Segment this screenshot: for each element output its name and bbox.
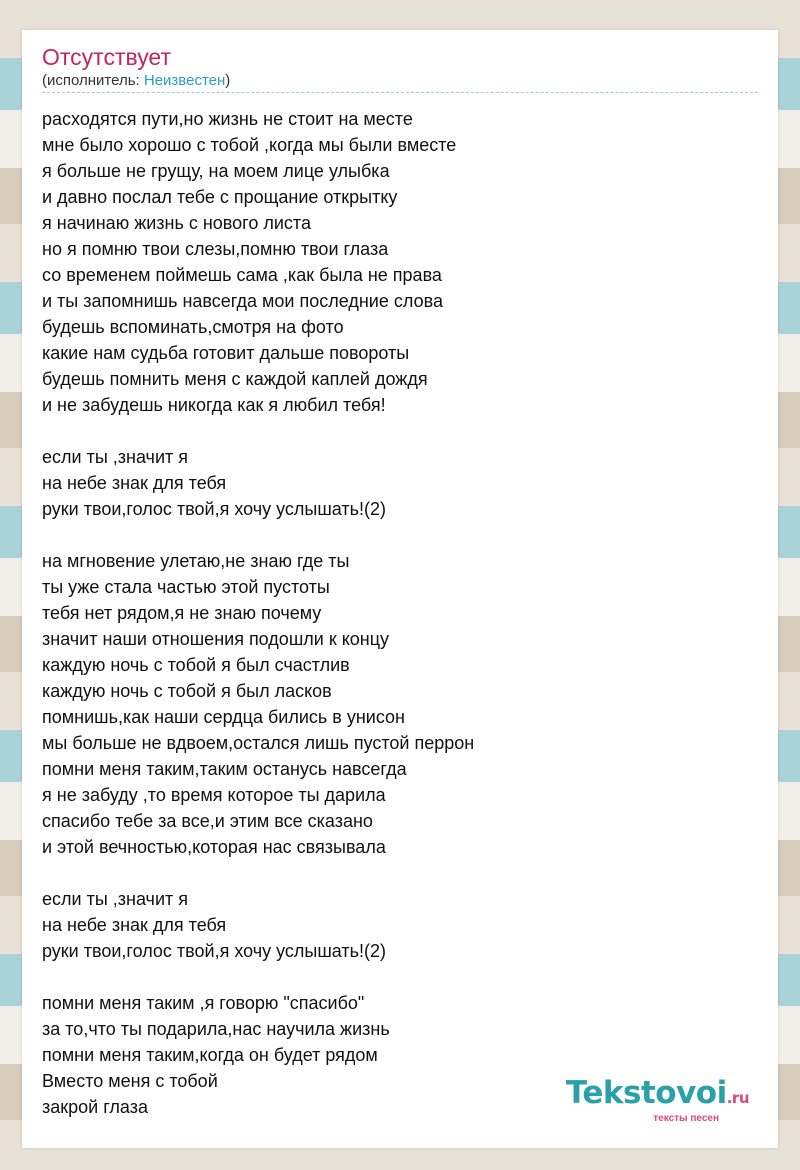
lyric-line: будешь вспоминать,смотря на фото [42, 317, 344, 337]
lyric-line: на мгновение улетаю,не знаю где ты [42, 551, 350, 571]
logo-tagline: тексты песен [653, 1113, 719, 1124]
lyric-blank-line [42, 860, 758, 886]
lyric-line: ты уже стала частью этой пустоты [42, 577, 330, 597]
lyric-line: и ты запомнишь навсегда мои последние слова [42, 291, 443, 311]
title-divider [42, 92, 758, 93]
lyric-line: и не забудешь никогда как я любил тебя! [42, 395, 386, 415]
lyrics-body [42, 106, 758, 1120]
lyric-line: каждую ночь с тобой я был счастлив [42, 655, 350, 675]
lyric-line: помни меня таким ,я говорю "спасибо" [42, 993, 365, 1013]
lyric-line: со временем поймешь сама ,как была не права [42, 265, 442, 285]
lyric-line: тебя нет рядом,я не знаю почему [42, 603, 322, 623]
lyric-line: и этой вечностью,которая нас связывала [42, 837, 386, 857]
site-logo [566, 1077, 749, 1124]
lyric-line: руки твои,голос твой,я хочу услышать!(2) [42, 499, 387, 519]
lyric-line: помни меня таким,когда он будет рядом [42, 1045, 378, 1065]
lyric-line: значит наши отношения подошли к концу [42, 629, 390, 649]
lyric-line: будешь помнить меня с каждой каплей дождя [42, 369, 428, 389]
lyric-blank-line [42, 964, 758, 990]
lyric-line: помни меня таким,таким останусь навсегда [42, 759, 407, 779]
logo-domain: .ru [726, 1089, 749, 1107]
lyrics-card [22, 30, 778, 1148]
lyric-line: если ты ,значит я [42, 447, 188, 467]
lyric-line: я начинаю жизнь с нового листа [42, 213, 311, 233]
logo-wordmark [566, 1077, 749, 1114]
lyric-line: спасибо тебе за все,и этим все сказано [42, 811, 373, 831]
lyric-line: если ты ,значит я [42, 889, 188, 909]
lyric-line: и давно послал тебе с прощание открытку [42, 187, 398, 207]
lyric-blank-line [42, 418, 758, 444]
lyric-line: я не забуду ,то время которое ты дарила [42, 785, 386, 805]
lyric-line: руки твои,голос твой,я хочу услышать!(2) [42, 941, 387, 961]
lyric-line: за то,что ты подарила,нас научила жизнь [42, 1019, 390, 1039]
lyric-line: Вместо меня с тобой [42, 1071, 218, 1091]
lyric-line: каждую ночь с тобой я был ласков [42, 681, 332, 701]
lyric-line: я больше не грущу, на моем лице улыбка [42, 161, 390, 181]
lyric-line: мне было хорошо с тобой ,когда мы были вместе [42, 135, 457, 155]
artist-prefix: (исполнитель: [42, 72, 144, 89]
lyric-line: расходятся пути,но жизнь не стоит на месте [42, 109, 413, 129]
lyric-line: но я помню твои слезы,помню твои глаза [42, 239, 389, 259]
artist-link[interactable]: Неизвестен [143, 72, 226, 89]
song-title: Отсутствует [42, 44, 171, 70]
artist-line [42, 72, 230, 90]
artist-suffix: ) [225, 72, 231, 89]
lyric-line: какие нам судьба готовит дальше повороты [42, 343, 410, 363]
lyric-line: на небе знак для тебя [42, 915, 227, 935]
lyric-line: мы больше не вдвоем,остался лишь пустой перрон [42, 733, 475, 753]
lyric-line: помнишь,как наши сердца бились в унисон [42, 707, 405, 727]
lyric-blank-line [42, 522, 758, 548]
lyric-line: на небе знак для тебя [42, 473, 227, 493]
lyric-line: закрой глаза [42, 1097, 148, 1117]
logo-main-text: Tekstovoi [565, 1075, 727, 1111]
